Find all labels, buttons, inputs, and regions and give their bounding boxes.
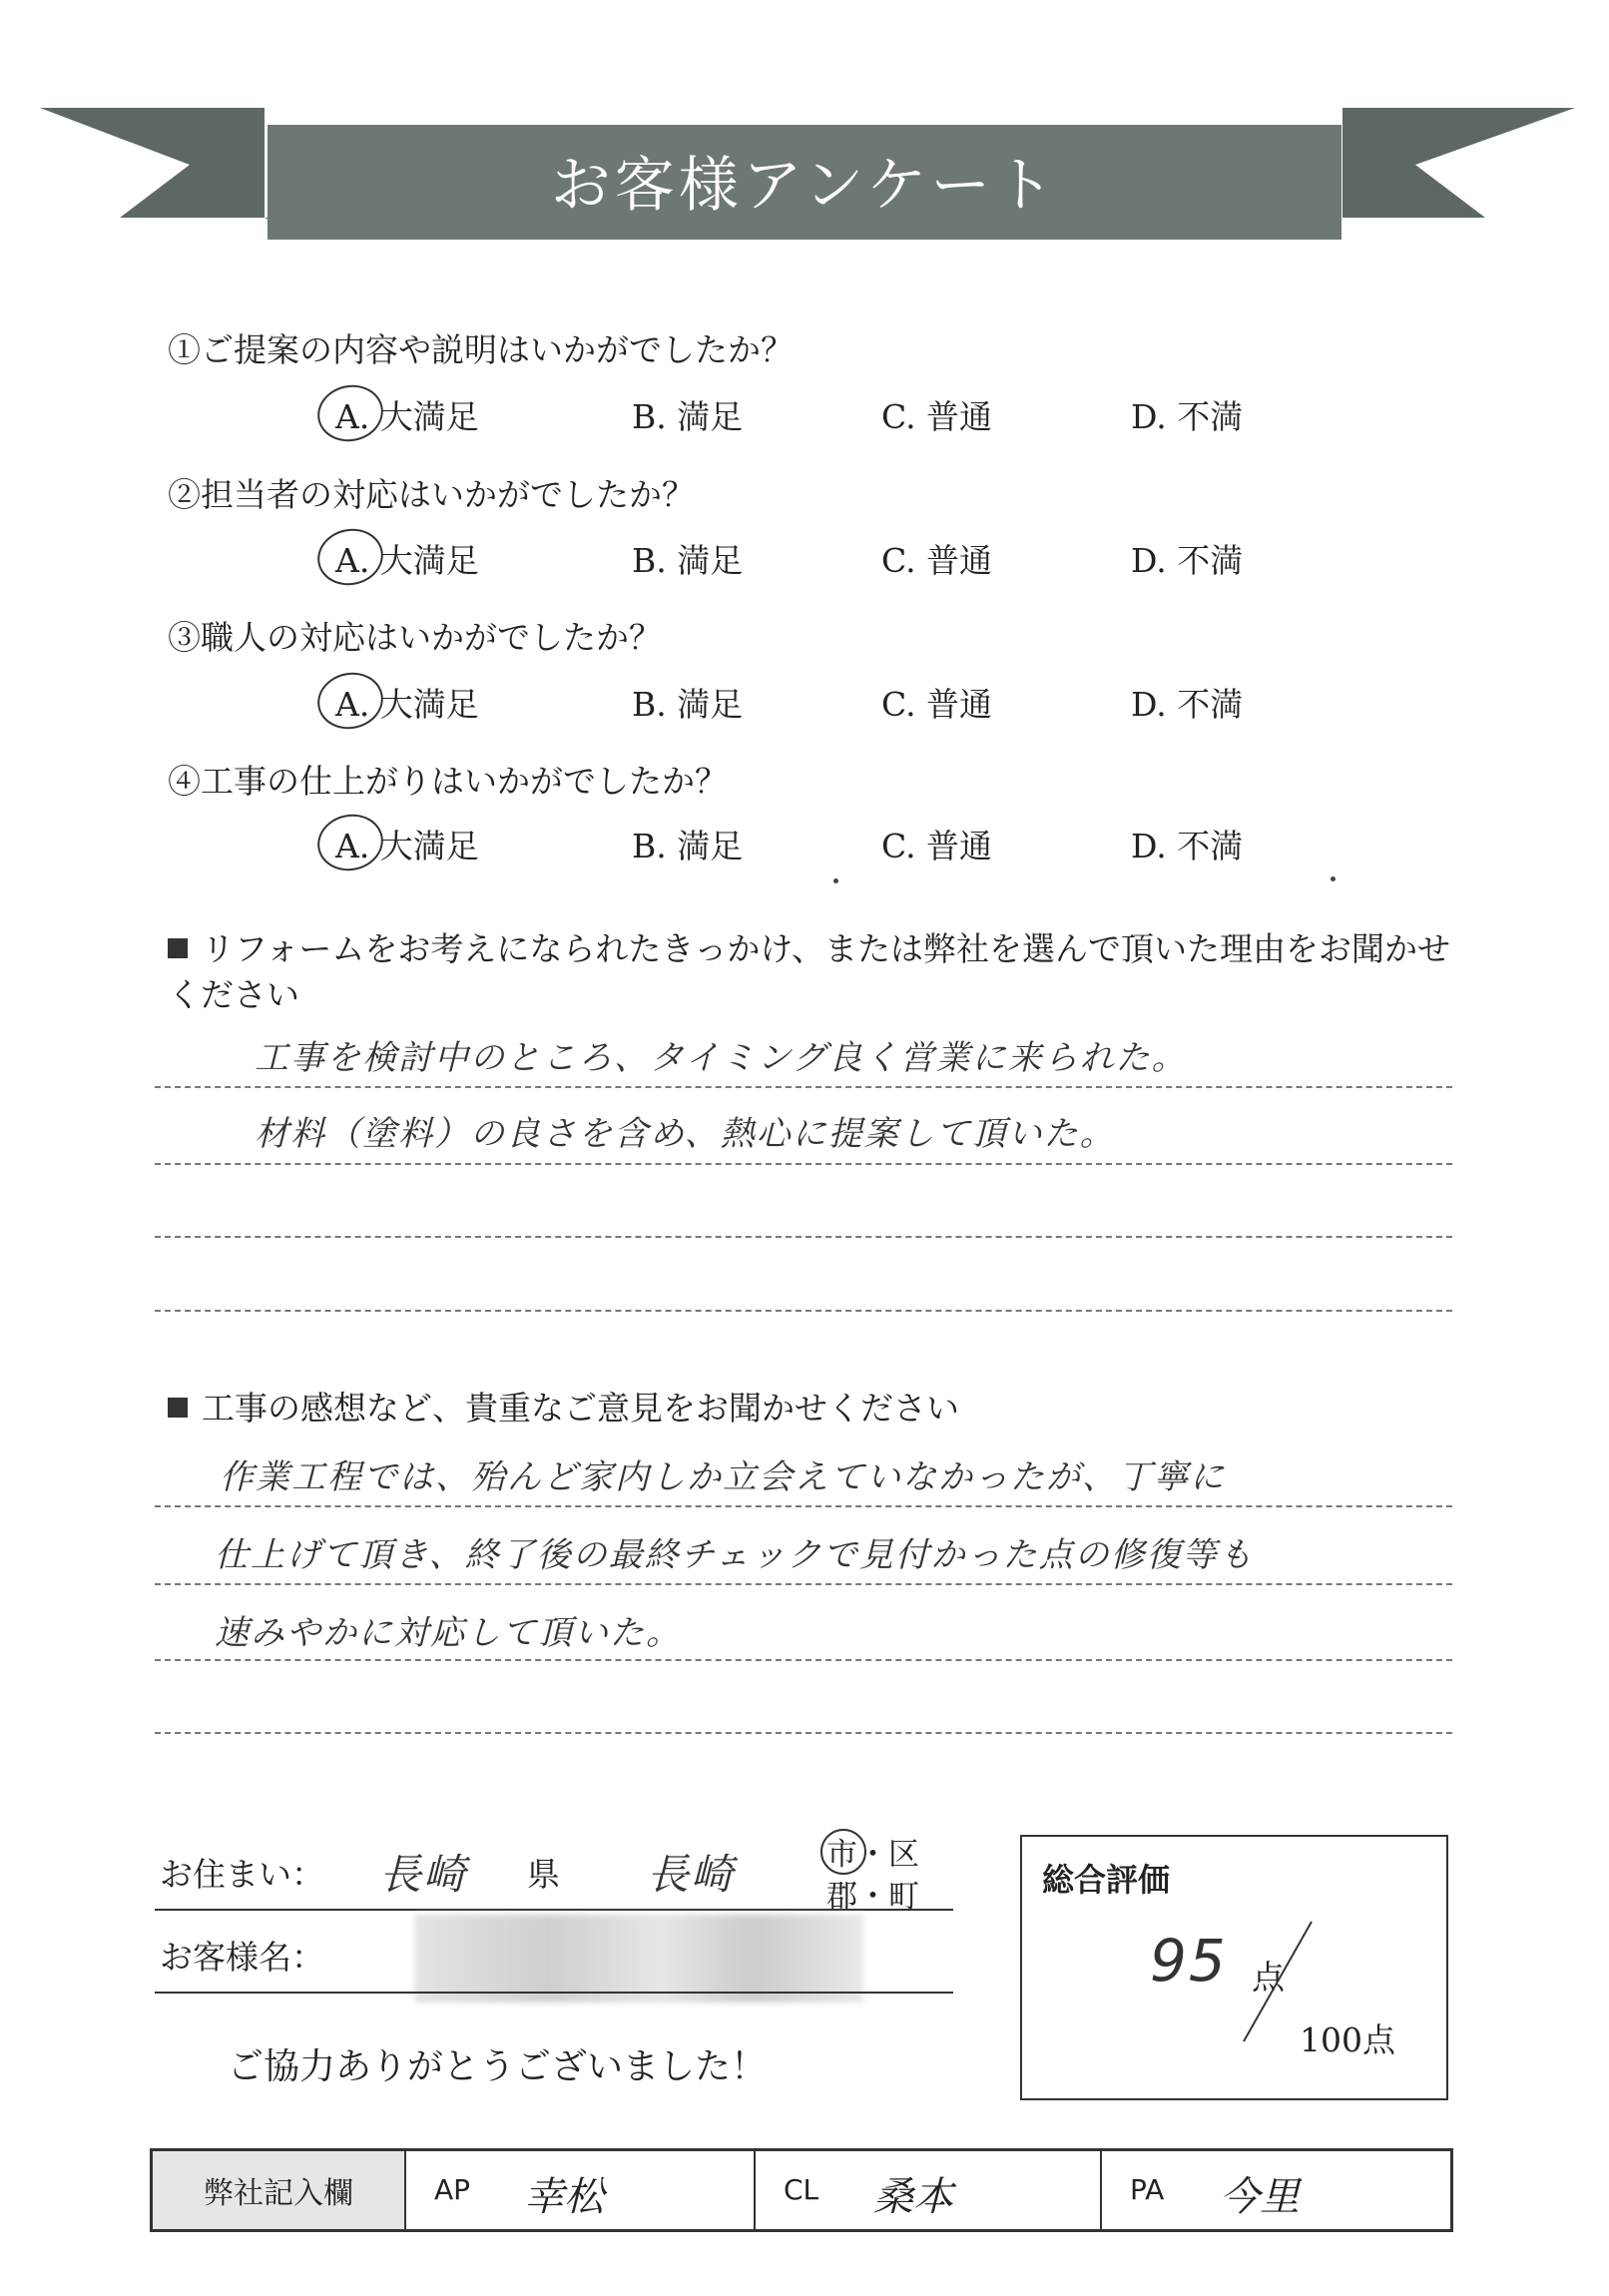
field-code: CL [784,2173,819,2206]
field-name: 桑本 [873,2174,953,2220]
option-b[interactable]: B. 満足 [632,827,744,865]
field-name: 幸松 [524,2174,604,2220]
impression-line-3: 速みやかに対応して頂いた。 [215,1613,682,1653]
field-code: PA [1130,2173,1165,2206]
address-underline [155,1909,953,1911]
reason-line-1: 工事を検討中のところ、タイミング良く営業に来られた。 [255,1038,1188,1078]
impression-line-1: 作業工程では、殆んど家内しか立会えていなかったが、丁寧に [220,1457,1226,1497]
answer-line [155,1236,1452,1238]
option-d[interactable]: D. 不満 [1131,397,1244,436]
option-b[interactable]: B. 満足 [632,397,744,436]
impression-heading-text: 工事の感想など、貴重なご意見をお聞かせください [202,1389,959,1428]
question-4: ④工事の仕上がりはいかがでしたか？ [168,762,728,801]
evaluation-label: 総合評価 [1042,1861,1171,1899]
office-field-ap [406,2151,756,2229]
option-c[interactable]: C. 普通 [881,685,993,724]
question-3: ③職人の対応はいかがでしたか？ [168,618,662,657]
office-field-cl [756,2151,1102,2229]
answer-line [155,1659,1452,1661]
square-bullet-icon [168,938,188,958]
field-code: AP [434,2173,471,2206]
evaluation-box [1020,1835,1448,2100]
address-pref-suffix: 県 [527,1855,560,1894]
answer-line [155,1086,1452,1088]
customer-name-label: お客様名： [160,1938,324,1977]
evaluation-score-unit: 点 [1252,1958,1285,1997]
reason-heading [168,926,1465,1018]
field-name: 今里 [1220,2174,1300,2220]
answer-line [155,1583,1452,1585]
name-underline [155,1992,953,1994]
question-2-options [317,535,1316,579]
question-1: ①ご提案の内容や説明はいかがでしたか？ [168,330,794,369]
evaluation-max: 100点 [1300,2020,1395,2059]
option-b[interactable]: B. 満足 [632,685,744,724]
answer-line [155,1505,1452,1507]
office-use-label: 弊社記入欄 [153,2151,406,2229]
impression-line-2: 仕上げて頂き、終了後の最終チェックで見付かった点の修復等も [215,1535,1255,1575]
reason-heading-text: リフォームをお考えになられたきっかけ、または弊社を選んで頂いた理由をお聞かせください [168,929,1451,1014]
option-b[interactable]: B. 満足 [632,541,744,580]
redacted-name [414,1915,863,2003]
stray-mark [833,878,838,883]
option-d[interactable]: D. 不満 [1131,827,1244,865]
stray-mark [1331,876,1336,881]
option-a[interactable]: A. 大満足 [335,827,479,865]
question-4-options [317,821,1316,864]
question-3-options [317,679,1316,723]
option-c[interactable]: C. 普通 [881,541,993,580]
address-city-suffix-bottom: 郡・町 [826,1879,919,1915]
address-label: お住まい： [160,1855,324,1894]
office-use-table [150,2148,1453,2232]
address-prefecture: 長崎 [379,1850,468,1899]
question-1-options [317,391,1316,435]
option-c[interactable]: C. 普通 [881,827,993,865]
option-c[interactable]: C. 普通 [881,397,993,436]
question-2: ②担当者の対応はいかがでしたか？ [168,475,695,514]
evaluation-score: 95 [1150,1927,1228,1995]
thanks-message: ご協力ありがとうございました！ [228,2046,768,2087]
square-bullet-icon [168,1398,188,1418]
page-title: お客様アンケート [550,151,1059,221]
office-field-pa [1102,2151,1450,2229]
impression-heading [168,1386,1465,1432]
option-d[interactable]: D. 不満 [1131,685,1244,724]
option-d[interactable]: D. 不満 [1131,541,1244,580]
answer-line [155,1310,1452,1312]
address-city: 長崎 [647,1850,736,1899]
option-a[interactable]: A. 大満足 [335,685,479,724]
reason-line-2: 材料（塗料）の良さを含め、熱心に提案して頂いた。 [255,1114,1116,1154]
option-a[interactable]: A. 大満足 [335,541,479,580]
answer-line [155,1163,1452,1165]
answer-line [155,1732,1452,1734]
address-city-suffix-top: 市・区 [826,1837,919,1873]
option-a[interactable]: A. 大満足 [335,397,479,436]
